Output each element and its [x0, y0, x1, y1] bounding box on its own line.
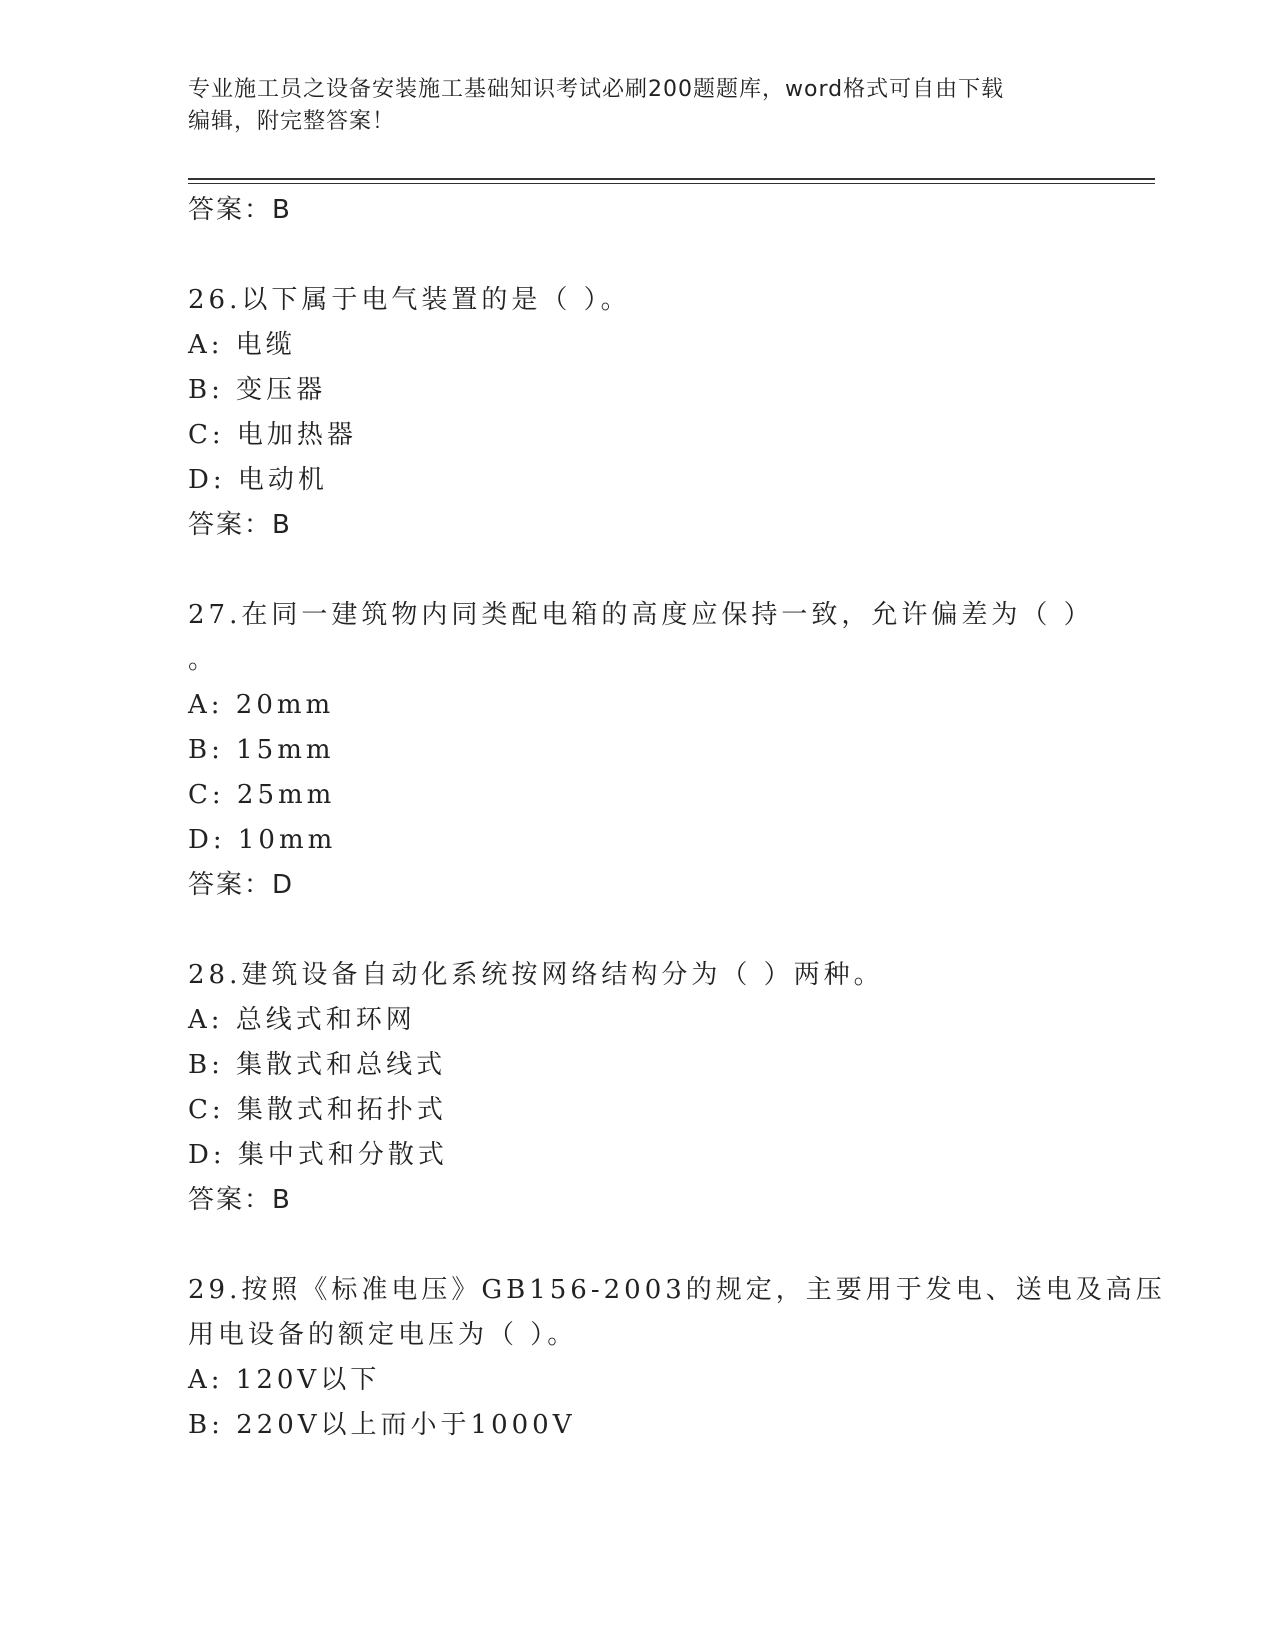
option-d: D: 电动机: [188, 465, 328, 495]
question-stem: 27.在同一建筑物内同类配电箱的高度应保持一致，允许偏差为（ ）: [188, 600, 1094, 630]
question-stem-continued: 。: [188, 645, 219, 675]
option-a: A: 电缆: [188, 330, 296, 360]
option-b: B: 15mm: [188, 735, 335, 765]
option-a: A: 20mm: [188, 690, 335, 720]
option-c: C: 电加热器: [188, 420, 357, 450]
document-header: [188, 74, 1088, 138]
option-d: D: 10mm: [188, 825, 337, 855]
header-line-2: 编辑，附完整答案！: [188, 109, 396, 134]
question-block: [188, 1268, 1166, 1448]
question-stem: 26.以下属于电气装置的是（ ）。: [188, 285, 631, 315]
option-a: A: 总线式和环网: [188, 1005, 416, 1035]
spacer: [188, 908, 1088, 953]
question-stem: 29.按照《标准电压》GB156-2003的规定，主要用于发电、送电及高压: [188, 1275, 1166, 1305]
header-divider-thin: [188, 183, 1155, 184]
question-block: [188, 278, 1088, 548]
header-divider-thick: [188, 178, 1155, 180]
option-b: B: 220V以上而小于1000V: [188, 1410, 576, 1440]
question-stem-continued: 用电设备的额定电压为（ ）。: [188, 1320, 578, 1350]
option-b: B: 变压器: [188, 375, 327, 405]
answer-line: 答案：B: [188, 510, 292, 540]
question-list: [188, 188, 1166, 1448]
option-a: A: 120V以下: [188, 1365, 381, 1395]
question-block: [188, 593, 1094, 908]
answer-line: 答案：B: [188, 1185, 292, 1215]
option-d: D: 集中式和分散式: [188, 1140, 448, 1170]
answer-line: 答案：D: [188, 870, 295, 900]
option-c: C: 集散式和拓扑式: [188, 1095, 447, 1125]
question-block: [188, 953, 1088, 1223]
option-b: B: 集散式和总线式: [188, 1050, 447, 1080]
spacer: [188, 548, 1088, 593]
answer-line: 答案：B: [188, 195, 292, 225]
option-c: C: 25mm: [188, 780, 336, 810]
header-line-1: 专业施工员之设备安装施工基础知识考试必刷200题题库，word格式可自由下载: [188, 77, 1005, 102]
question-stem: 28.建筑设备自动化系统按网络结构分为（ ）两种。: [188, 960, 884, 990]
spacer: [188, 1223, 1088, 1268]
spacer: [188, 233, 1088, 278]
